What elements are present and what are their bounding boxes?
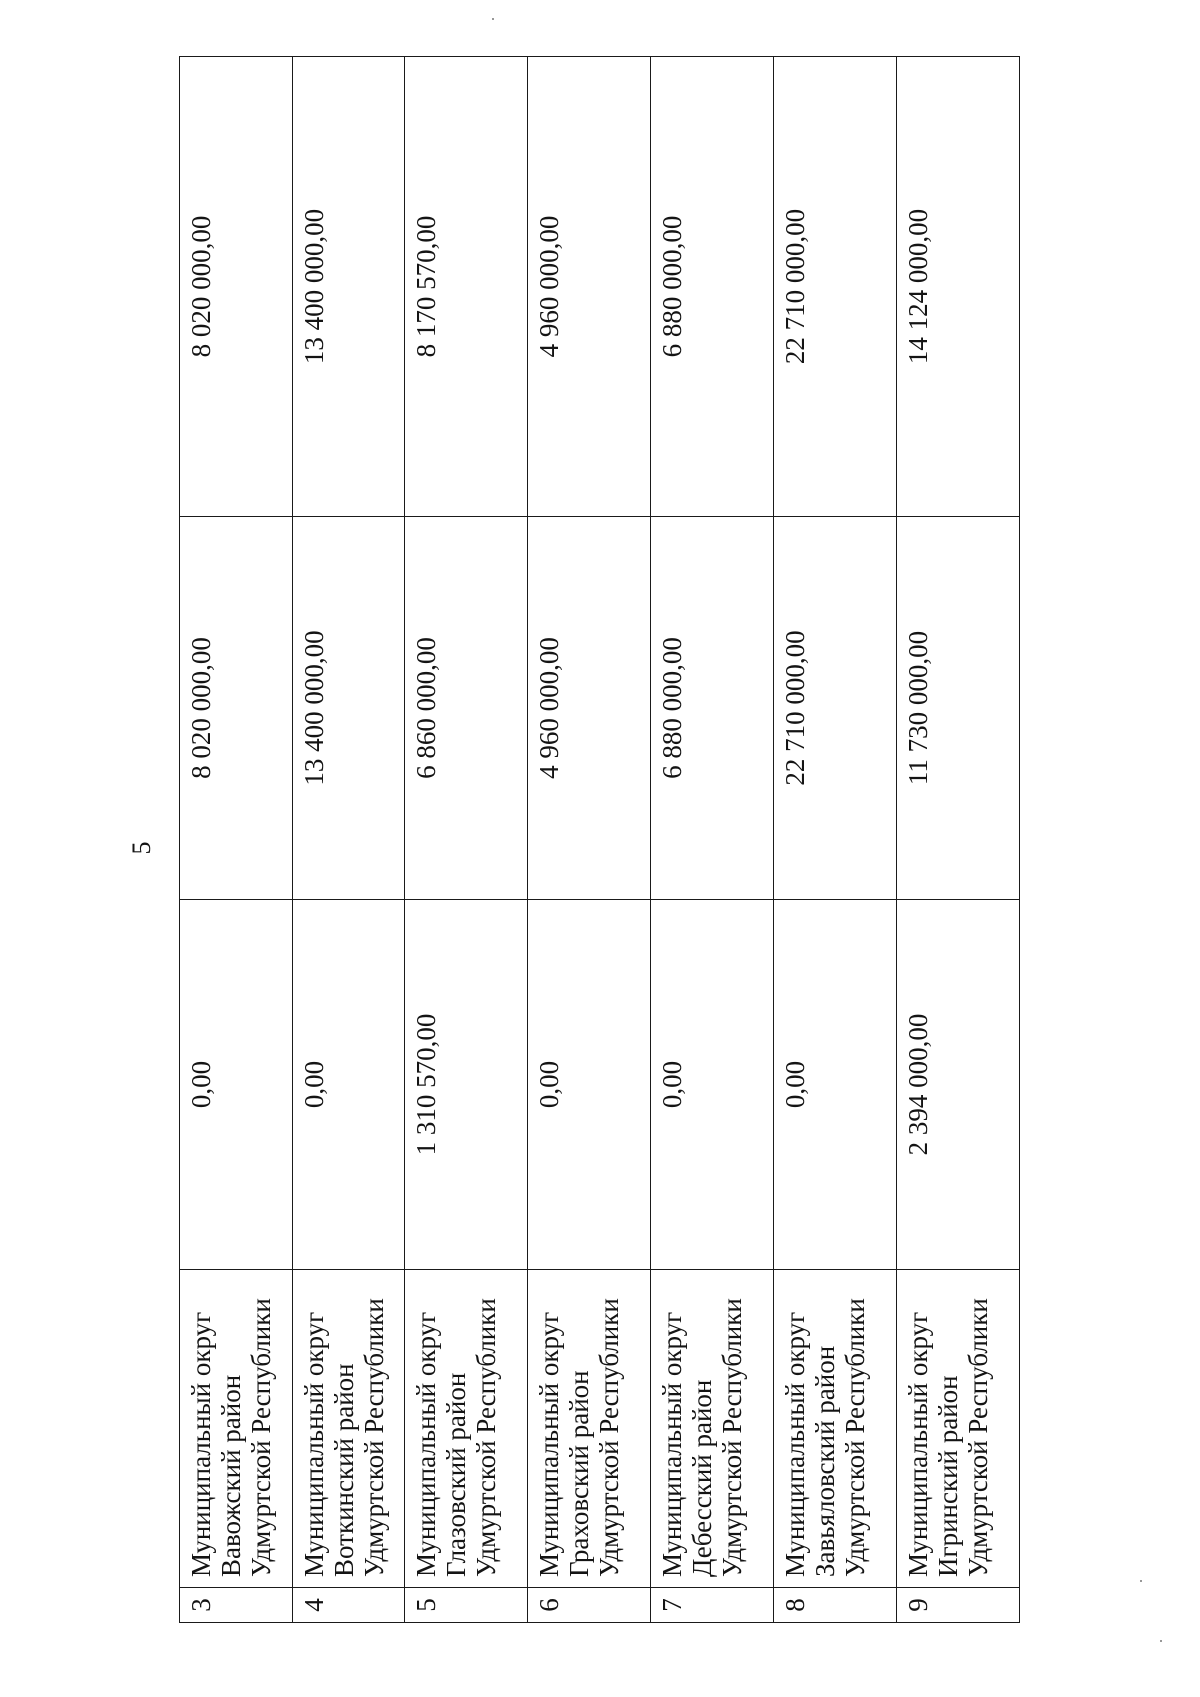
municipality-name	[292, 1270, 405, 1588]
amount-cell: 11 730 000,00	[897, 517, 1020, 900]
row-number: 3	[180, 1588, 293, 1623]
total-cell: 8 170 570,00	[405, 57, 528, 517]
page-number: 5	[127, 841, 156, 855]
amount-cell: 0,00	[650, 900, 774, 1270]
total-cell: 14 124 000,00	[897, 57, 1020, 517]
row-number: 7	[650, 1588, 774, 1623]
table-row	[180, 57, 293, 1623]
amount-cell: 22 710 000,00	[774, 517, 897, 900]
scan-speck	[1160, 1640, 1162, 1642]
name-line: Игринский район	[933, 1375, 964, 1577]
name-line: Муниципальный округ	[903, 1311, 934, 1577]
name-line: Удмуртской Республики	[840, 1298, 871, 1577]
amount-cell: 0,00	[527, 900, 650, 1270]
municipality-name	[527, 1270, 650, 1588]
name-line: Дебесский район	[686, 1379, 717, 1577]
name-line: Удмуртской Республики	[963, 1298, 994, 1577]
name-line: Граховский район	[563, 1370, 594, 1577]
row-number: 9	[897, 1588, 1020, 1623]
name-line: Муниципальный округ	[780, 1311, 811, 1577]
table-row	[527, 57, 650, 1623]
amount-cell: 8 020 000,00	[180, 517, 293, 900]
name-line: Удмуртской Республики	[246, 1298, 276, 1577]
name-line: Вавожский район	[216, 1374, 246, 1577]
total-cell: 6 880 000,00	[650, 57, 774, 517]
municipality-name	[897, 1270, 1020, 1588]
name-line: Муниципальный округ	[186, 1311, 216, 1577]
row-number: 6	[527, 1588, 650, 1623]
amount-cell: 13 400 000,00	[292, 517, 405, 900]
amount-cell: 0,00	[774, 900, 897, 1270]
amount-cell: 2 394 000,00	[897, 900, 1020, 1270]
amount-cell: 1 310 570,00	[405, 900, 528, 1270]
table-row	[292, 57, 405, 1623]
name-line: Муниципальный округ	[298, 1311, 329, 1577]
municipality-name	[405, 1270, 528, 1588]
table-body	[180, 57, 1020, 1623]
amount-cell: 4 960 000,00	[527, 517, 650, 900]
row-number: 5	[405, 1588, 528, 1623]
total-cell: 22 710 000,00	[774, 57, 897, 517]
table-container	[179, 57, 1020, 1623]
scan-speck	[1140, 1580, 1142, 1582]
row-number: 4	[292, 1588, 405, 1623]
amount-cell: 6 860 000,00	[405, 517, 528, 900]
name-line: Удмуртской Республики	[358, 1298, 389, 1577]
name-line: Завьяловский район	[810, 1345, 841, 1577]
total-cell: 13 400 000,00	[292, 57, 405, 517]
name-line: Удмуртской Республики	[716, 1298, 747, 1577]
municipality-name	[180, 1270, 293, 1588]
row-number: 8	[774, 1588, 897, 1623]
scan-speck	[492, 18, 494, 20]
total-cell: 4 960 000,00	[527, 57, 650, 517]
name-line: Муниципальный округ	[656, 1311, 687, 1577]
name-line: Муниципальный округ	[411, 1311, 442, 1577]
table-row	[405, 57, 528, 1623]
name-line: Удмуртской Республики	[593, 1298, 624, 1577]
amount-cell: 0,00	[180, 900, 293, 1270]
municipality-name	[650, 1270, 774, 1588]
table-row	[650, 57, 774, 1623]
municipality-name	[774, 1270, 897, 1588]
name-line: Глазовский район	[441, 1372, 472, 1577]
total-cell: 8 020 000,00	[180, 57, 293, 517]
funding-table	[179, 56, 1020, 1623]
name-line: Муниципальный округ	[533, 1311, 564, 1577]
name-line: Воткинский район	[328, 1363, 359, 1577]
amount-cell: 6 880 000,00	[650, 517, 774, 900]
table-row	[897, 57, 1020, 1623]
amount-cell: 0,00	[292, 900, 405, 1270]
table-row	[774, 57, 897, 1623]
name-line: Удмуртской Республики	[471, 1298, 502, 1577]
